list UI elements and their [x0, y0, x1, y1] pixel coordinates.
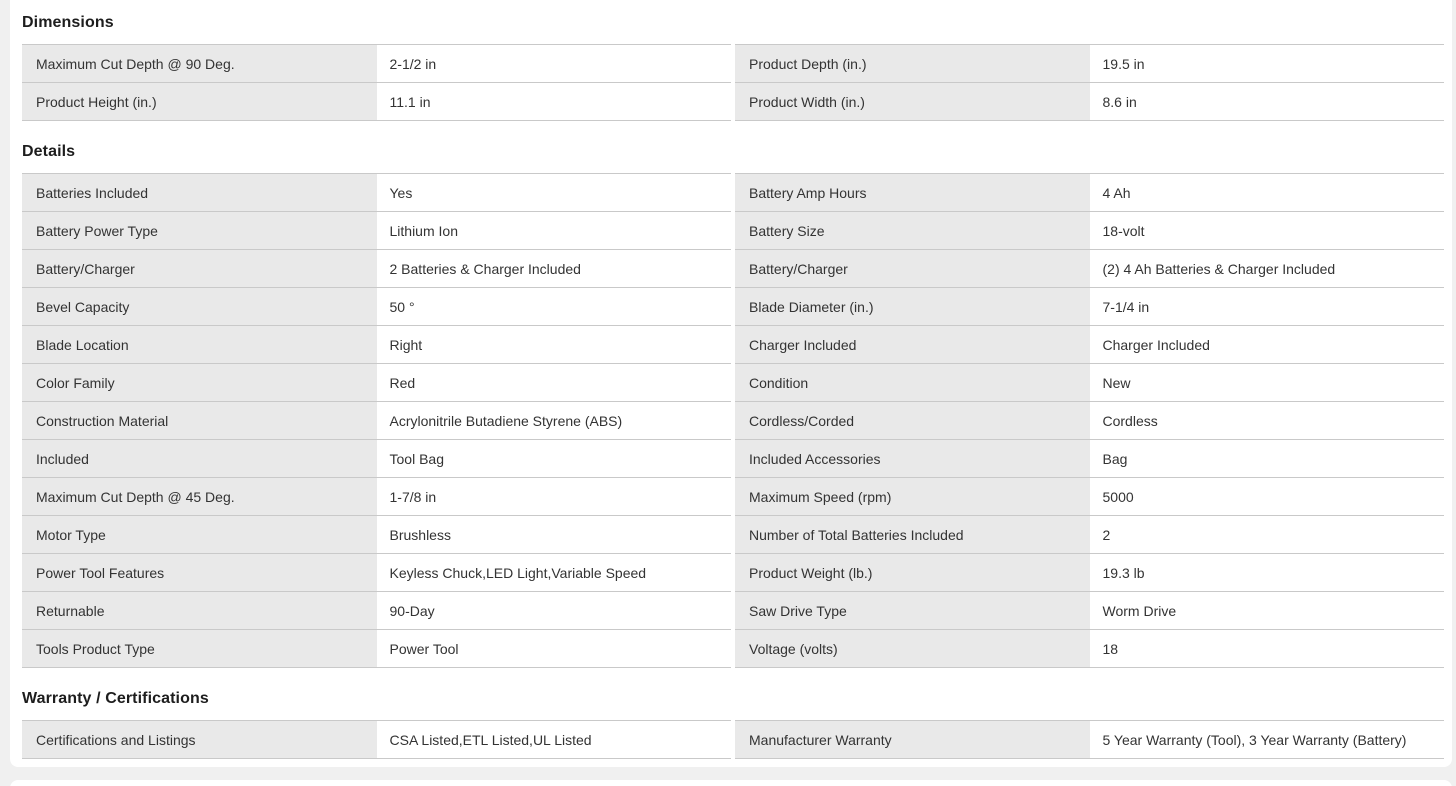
- spec-label: Motor Type: [22, 516, 377, 553]
- spec-value: 7-1/4 in: [1090, 288, 1445, 325]
- spec-value: Red: [377, 364, 732, 401]
- spec-label: Certifications and Listings: [22, 721, 377, 758]
- spec-row: [22, 364, 731, 402]
- spec-label: Charger Included: [735, 326, 1090, 363]
- spec-row: [22, 326, 731, 364]
- spec-value: Power Tool: [377, 630, 732, 667]
- spec-row: [735, 288, 1444, 326]
- spec-value: Lithium Ion: [377, 212, 732, 249]
- spec-row: [735, 516, 1444, 554]
- spec-row: [735, 212, 1444, 250]
- spec-section: [22, 0, 1444, 121]
- spec-value: (2) 4 Ah Batteries & Charger Included: [1090, 250, 1445, 287]
- spec-value: Yes: [377, 174, 732, 211]
- spec-label: Returnable: [22, 592, 377, 629]
- spec-label: Batteries Included: [22, 174, 377, 211]
- spec-row: [22, 592, 731, 630]
- spec-row: [735, 83, 1444, 121]
- spec-value: Keyless Chuck,LED Light,Variable Speed: [377, 554, 732, 591]
- spec-table: [22, 44, 731, 121]
- spec-value: 8.6 in: [1090, 83, 1445, 120]
- spec-table: [22, 720, 731, 759]
- spec-row: [22, 83, 731, 121]
- spec-value: 2-1/2 in: [377, 45, 732, 82]
- spec-label: Saw Drive Type: [735, 592, 1090, 629]
- spec-value: 1-7/8 in: [377, 478, 732, 515]
- spec-label: Product Height (in.): [22, 83, 377, 120]
- spec-value: 19.5 in: [1090, 45, 1445, 82]
- spec-row: [735, 630, 1444, 668]
- spec-label: Condition: [735, 364, 1090, 401]
- spec-value: Worm Drive: [1090, 592, 1445, 629]
- spec-row: [735, 478, 1444, 516]
- spec-label: Power Tool Features: [22, 554, 377, 591]
- spec-value: Brushless: [377, 516, 732, 553]
- spec-label: Blade Location: [22, 326, 377, 363]
- spec-row: [735, 45, 1444, 83]
- spec-value: Acrylonitrile Butadiene Styrene (ABS): [377, 402, 732, 439]
- spec-value: 5000: [1090, 478, 1445, 515]
- spec-row: [22, 212, 731, 250]
- section-tables: [22, 44, 1444, 121]
- spec-label: Maximum Cut Depth @ 45 Deg.: [22, 478, 377, 515]
- spec-label: Construction Material: [22, 402, 377, 439]
- section-tables: [22, 173, 1444, 668]
- spec-label: Color Family: [22, 364, 377, 401]
- spec-label: Battery/Charger: [22, 250, 377, 287]
- spec-value: 90-Day: [377, 592, 732, 629]
- spec-value: Bag: [1090, 440, 1445, 477]
- spec-value: Charger Included: [1090, 326, 1445, 363]
- spec-label: Product Weight (lb.): [735, 554, 1090, 591]
- spec-value: 19.3 lb: [1090, 554, 1445, 591]
- spec-row: [735, 364, 1444, 402]
- spec-label: Voltage (volts): [735, 630, 1090, 667]
- spec-label: Manufacturer Warranty: [735, 721, 1090, 758]
- spec-label: Tools Product Type: [22, 630, 377, 667]
- spec-row: [735, 592, 1444, 630]
- spec-row: [22, 721, 731, 759]
- spec-value: 4 Ah: [1090, 174, 1445, 211]
- spec-row: [22, 440, 731, 478]
- spec-label: Battery/Charger: [735, 250, 1090, 287]
- spec-label: Included: [22, 440, 377, 477]
- spec-row: [22, 554, 731, 592]
- spec-label: Number of Total Batteries Included: [735, 516, 1090, 553]
- spec-row: [22, 630, 731, 668]
- spec-row: [22, 250, 731, 288]
- spec-value: 2 Batteries & Charger Included: [377, 250, 732, 287]
- section-tables: [22, 720, 1444, 759]
- spec-label: Battery Amp Hours: [735, 174, 1090, 211]
- spec-value: 18-volt: [1090, 212, 1445, 249]
- spec-value: Cordless: [1090, 402, 1445, 439]
- spec-row: [735, 174, 1444, 212]
- spec-table: [735, 173, 1444, 668]
- spec-label: Maximum Speed (rpm): [735, 478, 1090, 515]
- spec-label: Battery Power Type: [22, 212, 377, 249]
- spec-row: [22, 402, 731, 440]
- spec-value: New: [1090, 364, 1445, 401]
- spec-value: Tool Bag: [377, 440, 732, 477]
- spec-label: Battery Size: [735, 212, 1090, 249]
- section-title: Warranty / Certifications: [22, 690, 209, 707]
- spec-row: [735, 440, 1444, 478]
- spec-section: [22, 690, 1444, 759]
- spec-row: [735, 402, 1444, 440]
- spec-value: 2: [1090, 516, 1445, 553]
- spec-value: CSA Listed,ETL Listed,UL Listed: [377, 721, 732, 758]
- spec-table: [735, 720, 1444, 759]
- spec-value: 5 Year Warranty (Tool), 3 Year Warranty (Battery): [1090, 721, 1445, 758]
- spec-value: 11.1 in: [377, 83, 732, 120]
- spec-label: Blade Diameter (in.): [735, 288, 1090, 325]
- section-title: Dimensions: [22, 14, 114, 31]
- spec-section: [22, 143, 1444, 668]
- section-title: Details: [22, 143, 76, 160]
- spec-label: Cordless/Corded: [735, 402, 1090, 439]
- spec-row: [735, 326, 1444, 364]
- spec-row: [22, 288, 731, 326]
- spec-row: [735, 554, 1444, 592]
- next-card-top-edge: [10, 780, 1452, 786]
- spec-label: Bevel Capacity: [22, 288, 377, 325]
- spec-row: [22, 478, 731, 516]
- spec-value: 18: [1090, 630, 1445, 667]
- spec-label: Product Depth (in.): [735, 45, 1090, 82]
- spec-row: [22, 174, 731, 212]
- spec-label: Included Accessories: [735, 440, 1090, 477]
- spec-value: Right: [377, 326, 732, 363]
- spec-table: [22, 173, 731, 668]
- spec-row: [22, 516, 731, 554]
- spec-label: Product Width (in.): [735, 83, 1090, 120]
- spec-label: Maximum Cut Depth @ 90 Deg.: [22, 45, 377, 82]
- spec-row: [22, 45, 731, 83]
- spec-table: [735, 44, 1444, 121]
- spec-value: 50 °: [377, 288, 732, 325]
- spec-row: [735, 250, 1444, 288]
- specifications-card: [10, 0, 1452, 767]
- spec-row: [735, 721, 1444, 759]
